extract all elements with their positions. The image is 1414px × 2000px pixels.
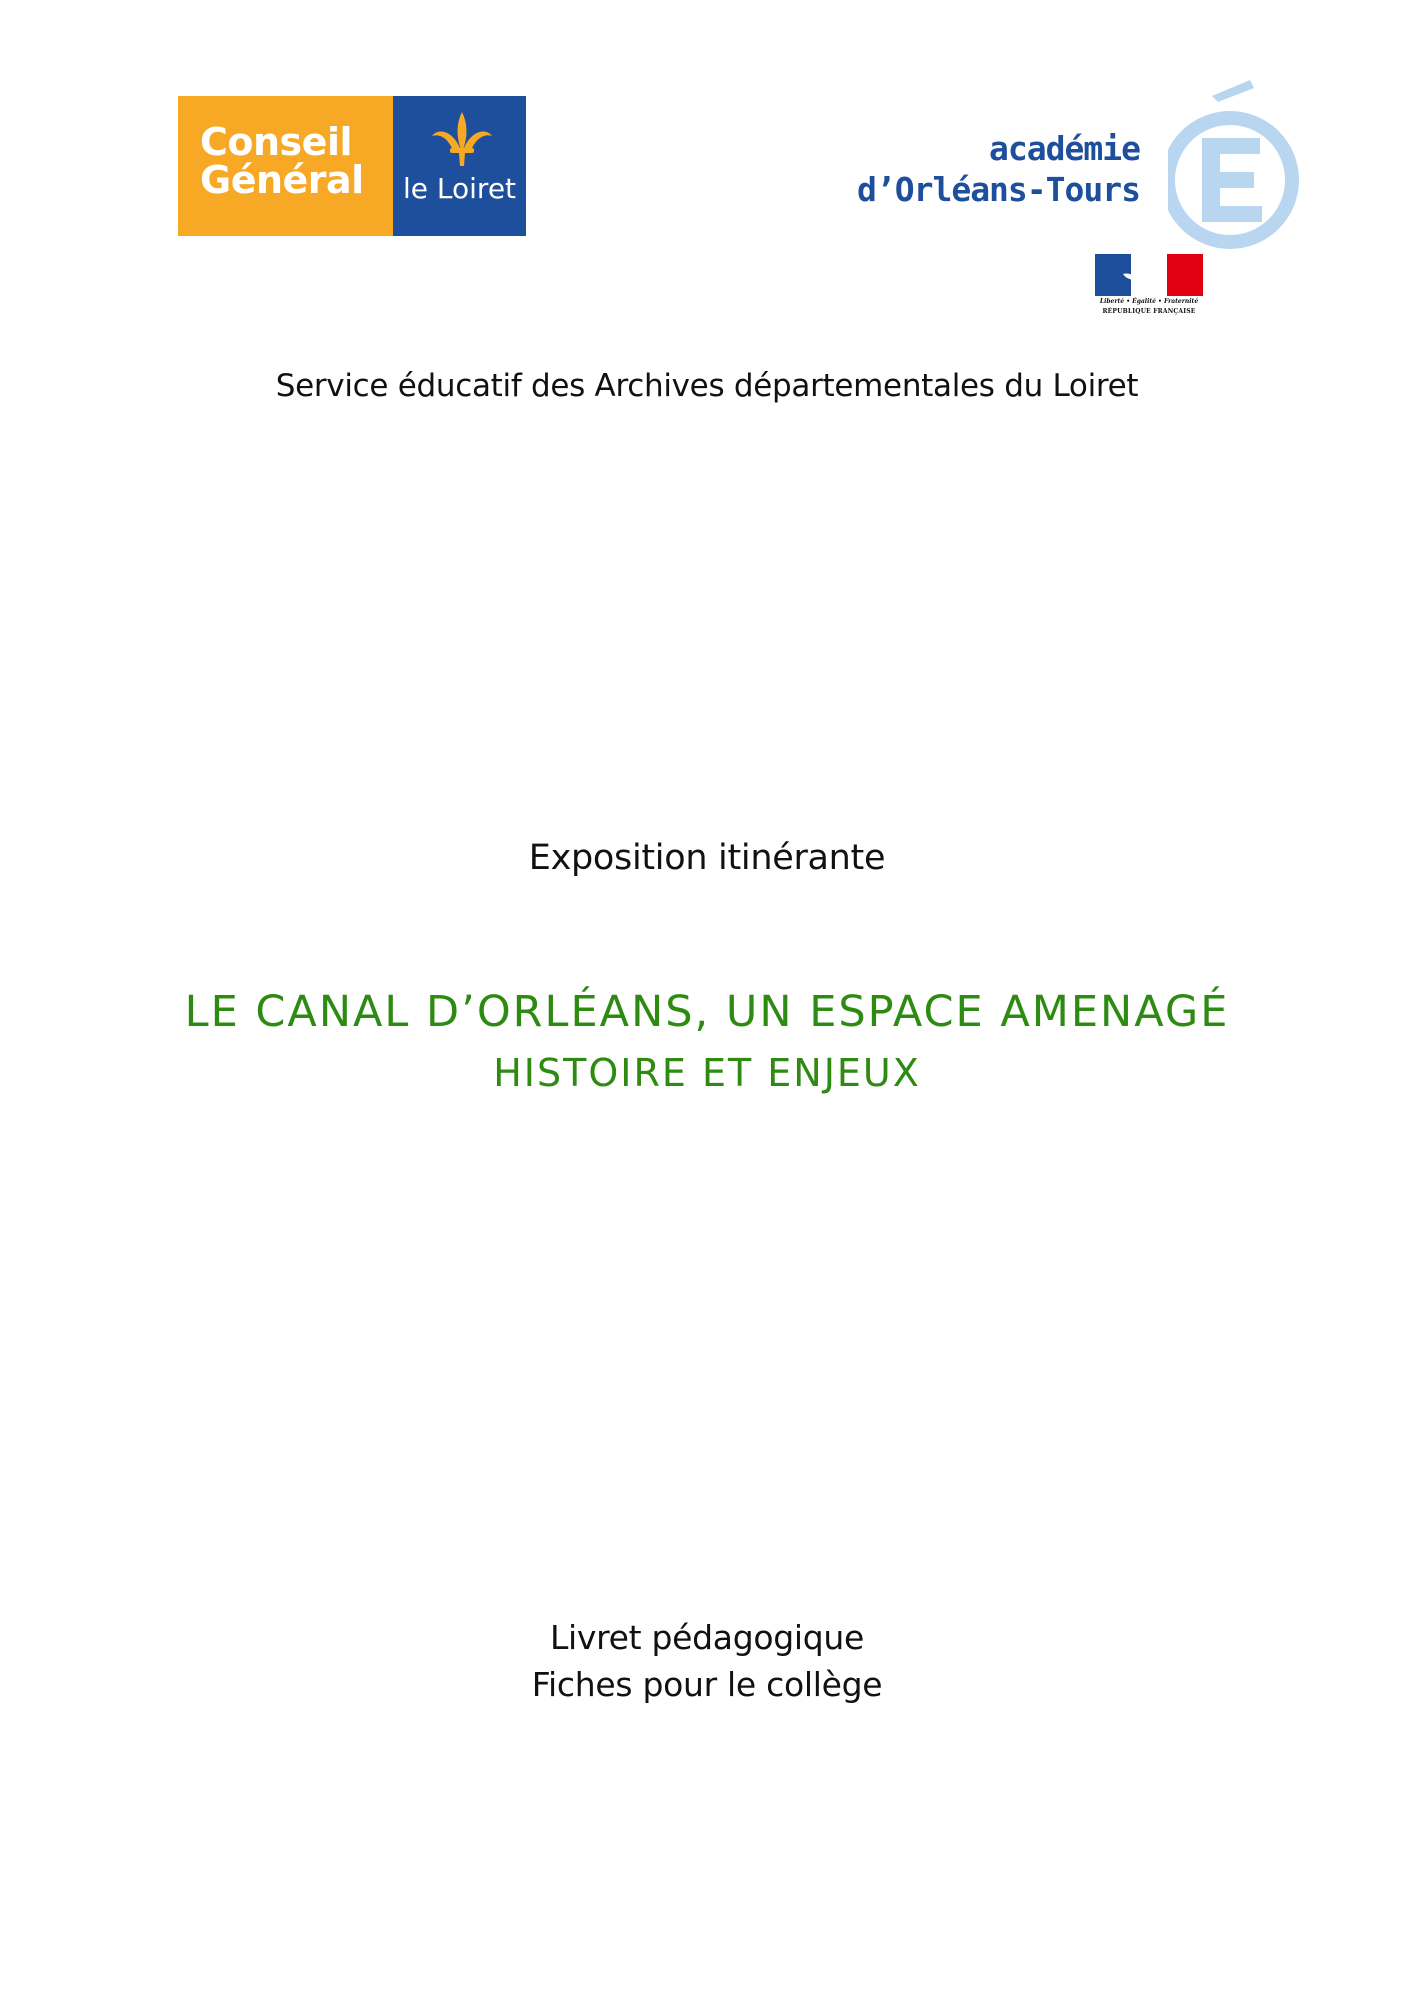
conseil-general-word-1: Conseil: [200, 120, 352, 164]
exhibition-subtitle-2: HISTOIRE ET ENJEUX: [493, 1051, 921, 1095]
service-title: Service éducatif des Archives départementales du Loiret: [275, 368, 1139, 404]
conseil-general-word-2: Général: [200, 158, 364, 202]
le-loiret-label: le Loiret: [403, 172, 517, 205]
conseil-general-logo: [178, 96, 526, 236]
exhibition-subtitle: Exposition itinérante: [528, 838, 886, 878]
letter-e-icon: [1168, 78, 1308, 258]
exhibition-title: LE CANAL D’ORLÉANS, UN ESPACE AMENAGÉ: [184, 987, 1230, 1037]
orleans-tours-word: d’Orléans-Tours: [856, 170, 1140, 209]
republique-motto: Liberté • Égalité • Fraternité: [1099, 298, 1199, 305]
republique-francaise-logo: [1095, 254, 1203, 320]
academie-word: académie: [989, 129, 1140, 168]
booklet-line-1: Livret pédagogique: [549, 1618, 865, 1657]
republique-name: RÉPUBLIQUE FRANÇAISE: [1102, 308, 1196, 315]
booklet-line-2: Fiches pour le collège: [531, 1665, 883, 1704]
fleur-de-lys-icon: [426, 108, 498, 170]
tricolor-flag: [1095, 254, 1203, 296]
academie-logo: [856, 78, 1310, 328]
marianne-profile-icon: [1117, 254, 1181, 296]
